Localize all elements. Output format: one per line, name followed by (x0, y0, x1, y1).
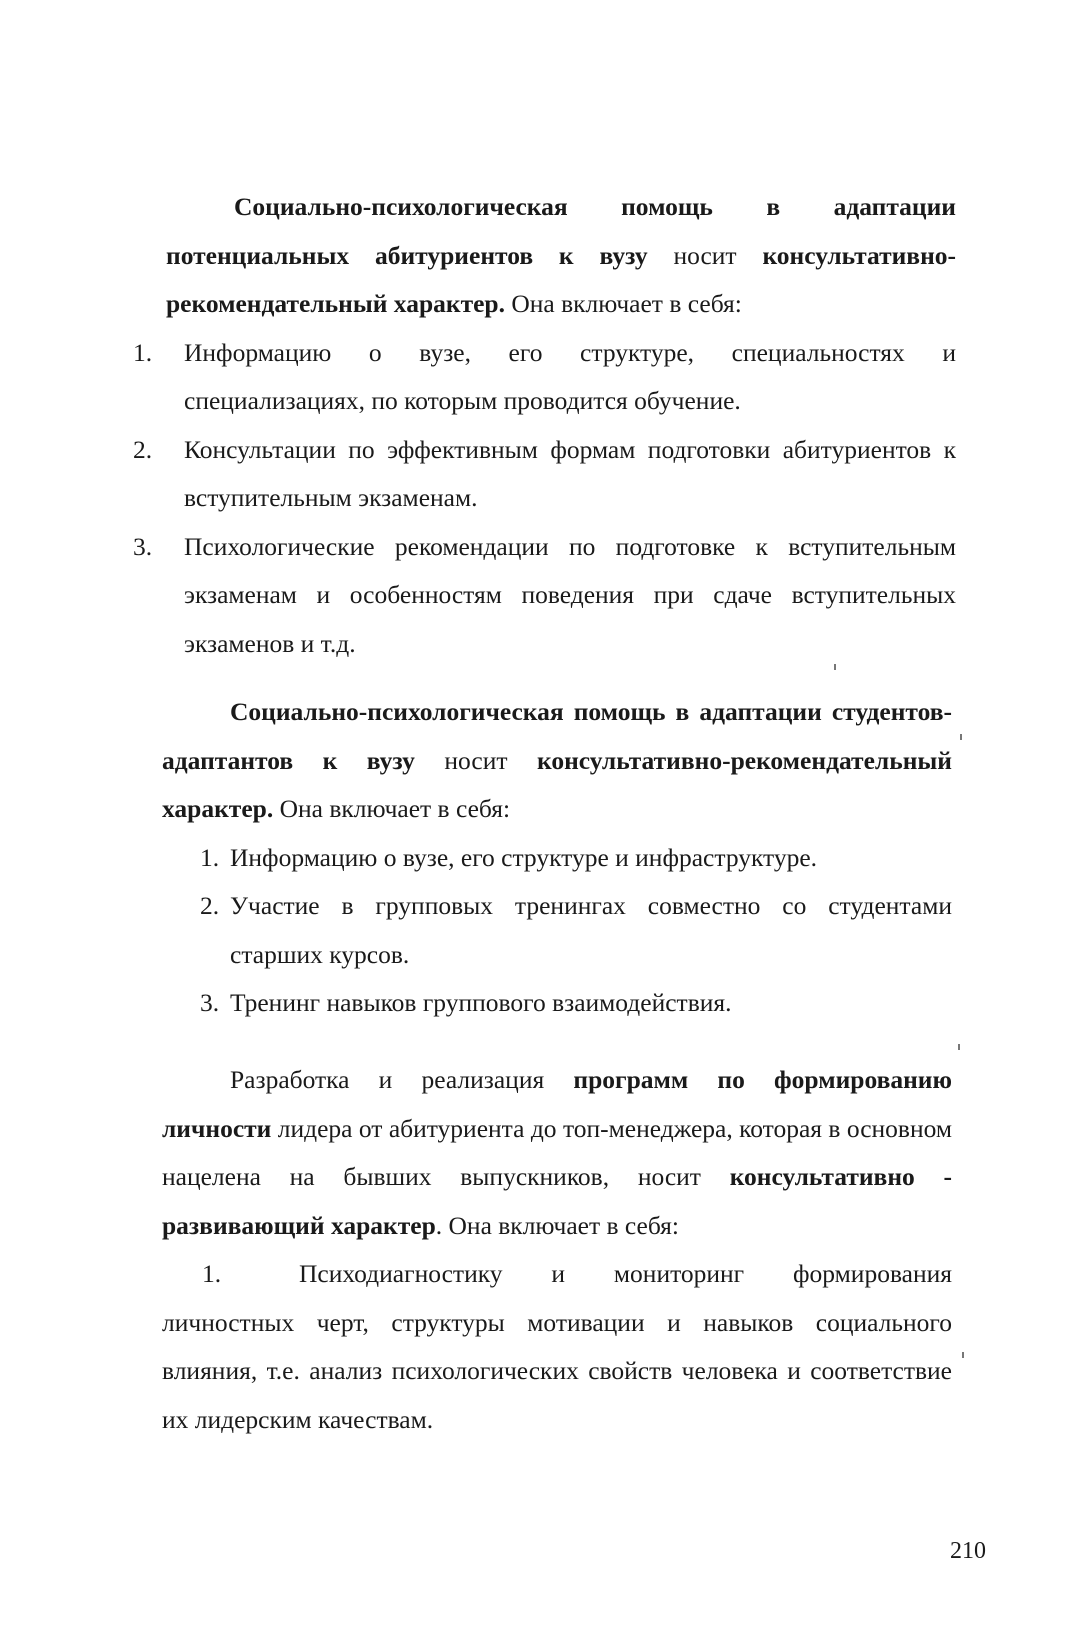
item-number: 1. (133, 337, 153, 367)
program-title: программ по формированию личности (162, 1065, 952, 1143)
item-number: 3. (133, 531, 153, 561)
list-item (162, 834, 952, 883)
item-text: Тренинг навыков группового взаимодействия. (230, 988, 732, 1017)
section-character: консультативно-рекомендательный характер. (166, 240, 957, 318)
section-intro: Разработка и реализация программ по формированию личности лидера от абитуриента до топ-менеджера, которая в основном нацелена на бывших выпускников, носит консультативно - развивающий характер. Она включает в себя: (162, 1065, 952, 1240)
scan-artifact (958, 1044, 960, 1050)
list-item (162, 1250, 952, 1444)
section-title: Социально-психологическая помощь в адаптации студентов-адаптантов к вузу (162, 697, 952, 775)
scan-artifact (962, 1352, 964, 1358)
item-number: 1. (202, 1259, 222, 1288)
scan-artifact (960, 734, 962, 740)
item-number: 2. (133, 434, 153, 464)
item-text: Консультации по эффективным формам подготовки абитуриентов к вступительным экзаменам. (184, 434, 956, 512)
scan-artifact (834, 664, 836, 670)
item-text: Участие в групповых тренингах совместно со студентами старших курсов. (230, 891, 952, 969)
section-leadership-program (162, 1056, 952, 1444)
item-text: Психологические рекомендации по подготовке к вступительным экзаменам и особенностям поведения при сдаче вступительных экзаменов и т.д. (184, 531, 956, 658)
section-character: консультативно - развивающий характер (162, 1162, 952, 1240)
item-text: Психодиагностику и мониторинг формирования личностных черт, структуры мотивации и навыков социального влияния, т.е. анализ психологических свойств человека и соответствие их лидерским качествам. (162, 1259, 952, 1434)
numbered-list (162, 834, 952, 1028)
list-item (162, 979, 952, 1028)
section-character: консультативно-рекомендательный характер. (162, 745, 952, 823)
section-intro: Социально-психологическая помощь в адаптации студентов-адаптантов к вузу носит консультативно-рекомендательный характер. Она включает в себя: (162, 697, 952, 823)
item-text: Информацию о вузе, его структуре и инфраструктуре. (230, 842, 818, 872)
section-student-adaptants (162, 688, 952, 1028)
item-number: 3. (200, 988, 220, 1017)
item-number: 2. (200, 891, 220, 920)
item-text: Информацию о вузе, его структуре, специальностях и специализациях, по которым проводится обучение. (184, 337, 956, 415)
section-intro: Социально-психологическая помощь в адаптации потенциальных абитуриентов к вузу носит консультативно-рекомендательный характер. Она включает в себя: (166, 192, 957, 318)
item-number: 1. (200, 842, 220, 872)
section-prospective-applicants (133, 183, 957, 668)
list-item (133, 426, 956, 523)
list-item (133, 523, 956, 669)
section-title: Социально-психологическая помощь в адаптации потенциальных абитуриентов к вузу (166, 192, 956, 270)
numbered-list (133, 329, 956, 669)
list-item (162, 882, 952, 979)
page-number: 210 (950, 1538, 986, 1564)
list-item (133, 329, 956, 426)
